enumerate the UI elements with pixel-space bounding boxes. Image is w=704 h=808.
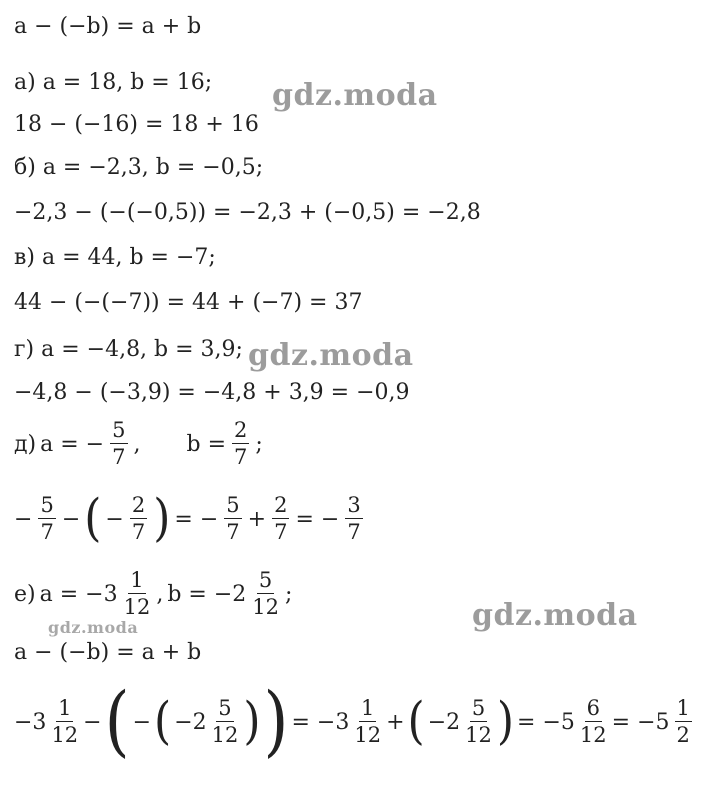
- denominator: 12: [252, 595, 279, 619]
- part-e-rule: [14, 640, 201, 665]
- denominator: 7: [131, 520, 146, 544]
- fraction: [580, 698, 607, 746]
- paren-open: (: [154, 692, 172, 751]
- equals: = −: [174, 506, 219, 532]
- fraction: [130, 495, 147, 543]
- numerator: 2: [274, 493, 288, 517]
- part-g-given: [14, 337, 243, 362]
- part-label: д): [14, 431, 37, 457]
- numerator: 3: [347, 493, 361, 517]
- part-v-solution: [14, 290, 362, 315]
- minus-sign: −: [105, 506, 124, 532]
- part-a-given: [14, 70, 212, 95]
- paren-close: ): [263, 677, 289, 767]
- paren-close: ): [243, 692, 261, 751]
- part-b-given: [14, 155, 263, 180]
- separator: ;: [284, 581, 293, 607]
- part-d-given: [14, 420, 263, 468]
- watermark: gdz.moda: [248, 338, 414, 373]
- given-text: в) a = 44, b = −7;: [14, 245, 216, 270]
- watermark: gdz.moda: [48, 618, 139, 637]
- denominator: 2: [676, 723, 690, 747]
- denominator: 7: [234, 445, 248, 469]
- numerator: 1: [58, 696, 72, 720]
- minus-sign: −: [83, 709, 102, 735]
- rule-text: a − (−b) = a + b: [14, 640, 202, 665]
- fraction: [124, 570, 151, 618]
- numerator: 1: [361, 696, 375, 720]
- part-g-solution: [14, 380, 410, 405]
- equals: = −: [295, 506, 340, 532]
- denominator: 7: [40, 520, 54, 544]
- solution-text: 44 − (−(−7)) = 44 + (−7) = 37: [14, 290, 363, 315]
- fraction: [354, 698, 381, 746]
- fraction: [224, 495, 241, 543]
- fraction: [252, 570, 279, 618]
- fraction: [345, 495, 362, 543]
- fraction: [272, 495, 289, 543]
- minus-sign: −: [14, 506, 33, 532]
- rule-line: [14, 14, 201, 39]
- numerator: 6: [586, 696, 600, 720]
- minus-sign: −: [61, 506, 81, 532]
- paren-close: ): [496, 692, 515, 751]
- denominator: 7: [274, 520, 288, 544]
- separator: ,: [133, 431, 141, 457]
- solution-text: −2,3 − (−(−0,5)) = −2,3 + (−0,5) = −2,8: [14, 200, 481, 225]
- b-lhs: b = −2: [167, 581, 247, 607]
- b-lhs: b =: [186, 431, 227, 457]
- rule-text: a − (−b) = a + b: [14, 14, 202, 39]
- given-text: б) a = −2,3, b = −0,5;: [14, 155, 264, 180]
- part-d-solution: [14, 489, 365, 548]
- denominator: 12: [465, 723, 492, 747]
- plus-sign: +: [247, 506, 267, 532]
- numerator: 5: [40, 493, 54, 517]
- fraction: [675, 698, 692, 746]
- denominator: 7: [112, 445, 126, 469]
- paren-open: (: [84, 489, 102, 548]
- numerator: 5: [258, 568, 273, 592]
- fraction: [212, 698, 239, 746]
- denominator: 12: [579, 723, 607, 747]
- fraction: [232, 420, 249, 468]
- paren-open: (: [104, 677, 130, 767]
- numerator: 2: [131, 493, 146, 517]
- equals: = −5: [517, 709, 575, 735]
- fraction: [51, 698, 78, 746]
- a-lhs: a = −: [40, 431, 105, 457]
- solution-text: 18 − (−16) = 18 + 16: [14, 112, 259, 137]
- numerator: 5: [218, 696, 232, 720]
- equals: = −3: [291, 709, 350, 735]
- denominator: 12: [354, 723, 382, 747]
- watermark: gdz.moda: [272, 78, 438, 113]
- part-e-given: [14, 570, 292, 618]
- part-e-solution: [14, 677, 694, 767]
- denominator: 12: [123, 595, 151, 619]
- whole-part: −3: [14, 709, 47, 735]
- part-label: е): [14, 581, 36, 607]
- equals: = −5: [611, 709, 670, 735]
- numerator: 1: [676, 696, 690, 720]
- numerator: 5: [112, 418, 126, 442]
- solution-text: −4,8 − (−3,9) = −4,8 + 3,9 = −0,9: [14, 380, 410, 405]
- whole-part: −2: [174, 709, 207, 735]
- denominator: 7: [226, 520, 240, 544]
- fraction: [110, 420, 127, 468]
- denominator: 12: [211, 723, 239, 747]
- separator: ,: [156, 581, 164, 607]
- numerator: 5: [471, 696, 486, 720]
- numerator: 5: [226, 493, 240, 517]
- paren-close: ): [153, 489, 171, 548]
- part-v-given: [14, 245, 216, 270]
- denominator: 7: [347, 520, 361, 544]
- paren-open: (: [407, 692, 425, 751]
- a-lhs: a = −3: [39, 581, 118, 607]
- denominator: 12: [51, 723, 79, 747]
- fraction: [465, 698, 492, 746]
- given-text: а) a = 18, b = 16;: [14, 70, 213, 95]
- watermark: gdz.moda: [472, 598, 638, 633]
- given-text: г) a = −4,8, b = 3,9;: [14, 337, 243, 362]
- fraction: [38, 495, 55, 543]
- part-b-solution: [14, 200, 481, 225]
- minus-sign: −: [132, 709, 152, 735]
- part-a-solution: [14, 112, 259, 137]
- whole-part: −2: [427, 709, 461, 735]
- numerator: 2: [234, 418, 248, 442]
- numerator: 1: [130, 568, 144, 592]
- separator: ;: [255, 431, 263, 457]
- plus-sign: +: [386, 709, 405, 735]
